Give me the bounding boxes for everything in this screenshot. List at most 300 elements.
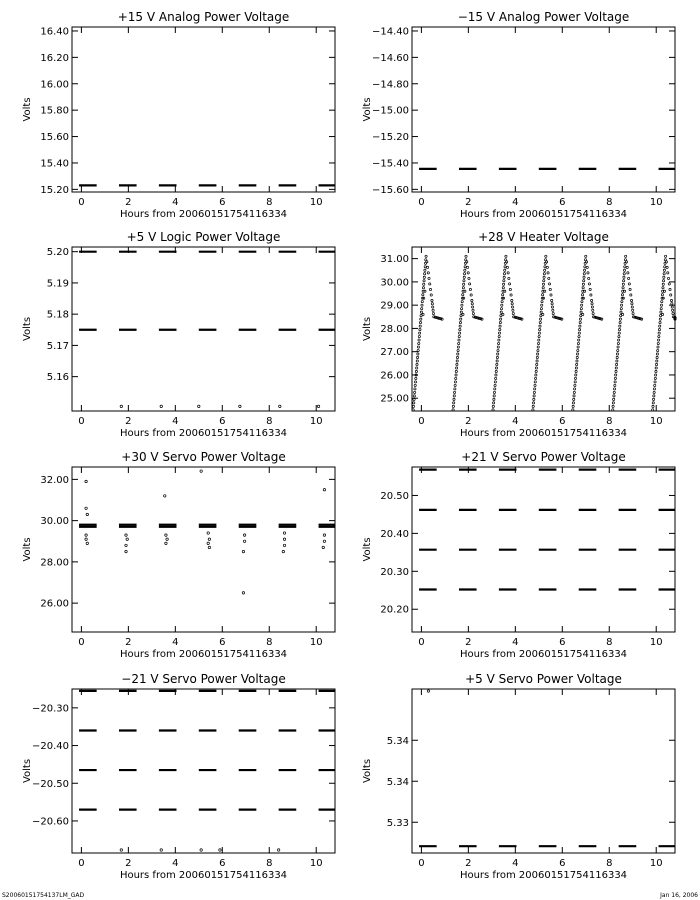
data-point [582,283,584,285]
data-point [619,318,621,320]
x-tick-label: 6 [559,637,566,648]
data-point [655,363,657,365]
chart-panel-2 [362,10,675,220]
data-point [283,532,285,534]
data-point [502,294,504,296]
y-tick-label: −14.40 [371,26,409,38]
x-tick-label: 2 [125,637,132,648]
data-point [545,255,547,257]
data-point [574,388,576,390]
data-point [613,388,615,390]
data-point [457,353,459,355]
y-tick-label: 5.18 [46,309,69,321]
data-point [494,381,496,383]
data-point [614,384,616,386]
data-point [414,391,416,393]
data-point [541,304,543,306]
data-point [585,261,587,263]
plot-frame [412,689,675,853]
data-point [419,322,421,324]
data-point [663,273,665,275]
data-point [538,339,540,341]
data-point [616,360,618,362]
data-point [658,335,660,337]
data-point [414,381,416,383]
data-point [510,294,512,296]
data-point [414,388,416,390]
data-point [542,287,544,289]
x-axis-label: Hours from 20060151754116334 [119,209,288,220]
data-point [668,283,670,285]
y-tick-label: −20.30 [31,703,69,715]
data-point [453,391,455,393]
data-point [428,277,430,279]
data-point [424,269,426,271]
data-point [625,255,627,257]
footer-right: Jan 16, 2006 [660,892,698,899]
data-point [506,266,508,268]
data-point [656,353,658,355]
data-point [671,303,673,305]
data-point [624,266,626,268]
data-point [588,283,590,285]
data-point [454,388,456,390]
data-point [627,272,629,274]
data-point [613,391,615,393]
data-point [618,335,620,337]
data-point [499,328,501,330]
chart-panel-5 [22,450,335,660]
data-point [317,405,319,407]
data-point [581,294,583,296]
data-point [540,311,542,313]
data-point [497,342,499,344]
data-point [576,360,578,362]
data-point [419,328,421,330]
data-point [207,542,209,544]
y-tick-label: 29.00 [380,300,409,312]
data-point [613,398,615,400]
data-point [282,550,284,552]
y-axis-label: Volts [362,537,373,562]
data-point [576,363,578,365]
data-point [575,367,577,369]
data-point [655,370,657,372]
x-tick-label: 0 [78,858,85,869]
data-point [612,405,614,407]
data-point [511,306,513,308]
data-point [539,322,541,324]
data-point [573,391,575,393]
data-point [472,309,474,311]
data-point [579,325,581,327]
data-point [581,304,583,306]
data-point [540,308,542,310]
y-tick-label: −20.50 [31,778,69,790]
data-point [416,360,418,362]
x-tick-label: 6 [559,416,566,427]
data-point [618,328,620,330]
data-point [620,308,622,310]
data-point [615,374,617,376]
data-point [617,346,619,348]
data-point [452,409,454,411]
data-point [431,303,433,305]
data-point [413,398,415,400]
data-point [543,273,545,275]
data-point [653,388,655,390]
data-point [494,384,496,386]
data-point [625,261,627,263]
data-point [657,346,659,348]
y-tick-label: 30.00 [40,516,69,528]
chart-title: +30 V Servo Power Voltage [121,450,286,464]
data-point [619,322,621,324]
data-point [589,288,591,290]
data-point [663,276,665,278]
x-axis-label: Hours from 20060151754116334 [459,428,628,439]
data-point [461,304,463,306]
data-point [462,294,464,296]
data-point [592,309,594,311]
data-point [283,544,285,546]
data-point [578,339,580,341]
data-point [534,384,536,386]
data-point [495,367,497,369]
data-point [534,381,536,383]
data-point [655,374,657,376]
data-point [657,349,659,351]
data-point [664,266,666,268]
y-axis-label: Volts [22,97,33,122]
x-tick-label: 10 [309,416,323,427]
data-point [422,294,424,296]
data-point [615,363,617,365]
data-point [622,283,624,285]
data-point [469,288,471,290]
chart-title: +15 V Analog Power Voltage [117,10,290,24]
data-point [629,288,631,290]
data-point [429,288,431,290]
y-tick-label: 20.30 [380,566,409,578]
data-point [454,381,456,383]
data-point [458,342,460,344]
data-point [572,405,574,407]
data-point [453,402,455,404]
data-point [532,409,534,411]
data-point [573,395,575,397]
data-point [536,363,538,365]
data-point [552,312,554,314]
data-point [573,398,575,400]
x-tick-label: 4 [512,416,519,427]
data-point [662,283,664,285]
data-point [588,277,590,279]
data-point [421,308,423,310]
data-point [417,346,419,348]
data-point [425,255,427,257]
data-point [626,266,628,268]
x-axis-label: Hours from 20060151754116334 [119,649,288,660]
data-point [623,269,625,271]
y-tick-label: 15.80 [40,105,69,117]
data-point [551,303,553,305]
data-point [502,287,504,289]
data-point [535,367,537,369]
data-point [591,306,593,308]
plot-frame [412,27,675,192]
data-point [511,299,513,301]
data-point [461,301,463,303]
data-point [662,287,664,289]
x-tick-label: 4 [172,858,179,869]
data-point [419,325,421,327]
data-point [652,398,654,400]
data-point [466,266,468,268]
data-point [432,309,434,311]
y-tick-label: 15.20 [40,184,69,196]
data-point [592,312,594,314]
y-tick-label: 20.40 [380,528,409,540]
data-point [415,370,417,372]
data-point [630,299,632,301]
x-tick-label: 0 [418,858,425,869]
data-point [165,534,167,536]
data-point [532,402,534,404]
data-point [657,342,659,344]
data-point [498,332,500,334]
data-point [623,276,625,278]
data-point [420,311,422,313]
data-point [198,405,200,407]
data-point [494,388,496,390]
data-point [412,409,414,411]
y-tick-label: 20.20 [380,604,409,616]
data-point [86,513,88,515]
y-tick-label: 27.00 [380,347,409,359]
data-point [466,261,468,263]
data-point [418,339,420,341]
data-point [532,405,534,407]
x-axis-label: Hours from 20060151754116334 [459,649,628,660]
x-tick-label: 6 [559,858,566,869]
data-point [583,290,585,292]
data-point [469,283,471,285]
data-point [500,311,502,313]
data-point [544,290,546,292]
data-point [612,402,614,404]
x-tick-label: 8 [266,416,273,427]
data-point [587,272,589,274]
data-point [417,353,419,355]
data-point [536,360,538,362]
y-tick-label: 28.00 [380,323,409,335]
x-tick-label: 10 [309,637,323,648]
plot-frame [72,27,335,192]
data-point [457,346,459,348]
data-point [654,377,656,379]
y-tick-label: 16.20 [40,52,69,64]
x-tick-label: 0 [78,416,85,427]
data-point [534,388,536,390]
y-tick-label: 26.00 [40,598,69,610]
data-point [467,272,469,274]
x-tick-label: 2 [465,858,472,869]
data-point [533,395,535,397]
data-point [500,318,502,320]
data-point [656,356,658,358]
data-point [623,273,625,275]
data-point [421,301,423,303]
data-point [422,287,424,289]
data-point [239,405,241,407]
data-point [615,370,617,372]
data-point [415,377,417,379]
data-point [508,277,510,279]
x-tick-label: 0 [78,197,85,208]
data-point [463,276,465,278]
data-point [617,342,619,344]
y-tick-label: 16.00 [40,79,69,91]
data-point [323,534,325,536]
data-point [658,332,660,334]
data-point [464,269,466,271]
data-point [200,470,202,472]
y-tick-label: 5.20 [46,247,69,259]
data-point [579,322,581,324]
data-point [612,409,614,411]
data-point [616,353,618,355]
data-point [501,301,503,303]
data-point [672,309,674,311]
data-point [585,255,587,257]
data-point [243,540,245,542]
data-point [661,313,663,315]
data-point [547,272,549,274]
data-point [613,395,615,397]
data-point [619,325,621,327]
data-point [628,283,630,285]
data-point [423,280,425,282]
x-tick-label: 4 [172,416,179,427]
y-tick-label: 31.00 [380,254,409,266]
data-point [614,381,616,383]
data-point [459,322,461,324]
chart-panel-1 [22,10,335,220]
data-point [542,313,544,315]
data-point [621,301,623,303]
data-point [543,276,545,278]
data-point [461,308,463,310]
data-point [505,255,507,257]
data-point [458,332,460,334]
data-point [243,534,245,536]
chart-title: −21 V Servo Power Voltage [121,672,286,686]
data-point [322,546,324,548]
data-point [659,318,661,320]
y-tick-label: 5.19 [46,278,69,290]
data-point [574,377,576,379]
y-tick-label: 15.40 [40,158,69,170]
data-point [455,374,457,376]
data-point [574,381,576,383]
x-tick-label: 8 [266,197,273,208]
chart-title: +5 V Logic Power Voltage [126,230,281,244]
data-point [462,313,464,315]
data-point [671,306,673,308]
data-point [126,538,128,540]
data-point [546,266,548,268]
data-point [590,294,592,296]
data-point [538,332,540,334]
data-point [533,398,535,400]
data-point [460,318,462,320]
data-point [416,356,418,358]
data-point [472,306,474,308]
data-point [632,309,634,311]
y-tick-label: 32.00 [40,474,69,486]
data-point [471,299,473,301]
x-tick-label: 10 [649,858,663,869]
data-point [431,299,433,301]
data-point [661,301,663,303]
x-tick-label: 2 [465,637,472,648]
data-point [430,294,432,296]
data-point [622,287,624,289]
data-point [542,283,544,285]
data-point [418,335,420,337]
data-point [536,356,538,358]
data-point [456,367,458,369]
data-point [125,534,127,536]
data-point [498,339,500,341]
data-point [85,480,87,482]
data-point [672,312,674,314]
data-point [539,328,541,330]
chart-panel-7 [22,672,335,881]
data-point [537,346,539,348]
y-tick-label: 25.00 [380,393,409,405]
data-point [623,290,625,292]
data-point [422,313,424,315]
data-point [655,367,657,369]
data-point [583,280,585,282]
data-point [614,377,616,379]
data-point [496,356,498,358]
x-tick-label: 2 [125,858,132,869]
y-tick-label: 30.00 [380,277,409,289]
data-point [544,269,546,271]
data-point [618,332,620,334]
chart-title: +28 V Heater Voltage [478,230,609,244]
data-point [458,339,460,341]
x-tick-label: 8 [266,858,273,869]
data-point [493,391,495,393]
y-tick-label: 26.00 [380,370,409,382]
data-point [583,269,585,271]
data-point [459,328,461,330]
data-point [413,395,415,397]
chart-panel-6 [362,450,675,660]
data-point [125,544,127,546]
data-point [492,405,494,407]
data-point [512,309,514,311]
data-point [660,308,662,310]
data-point [470,294,472,296]
data-point [669,288,671,290]
data-point [165,542,167,544]
data-point [412,405,414,407]
